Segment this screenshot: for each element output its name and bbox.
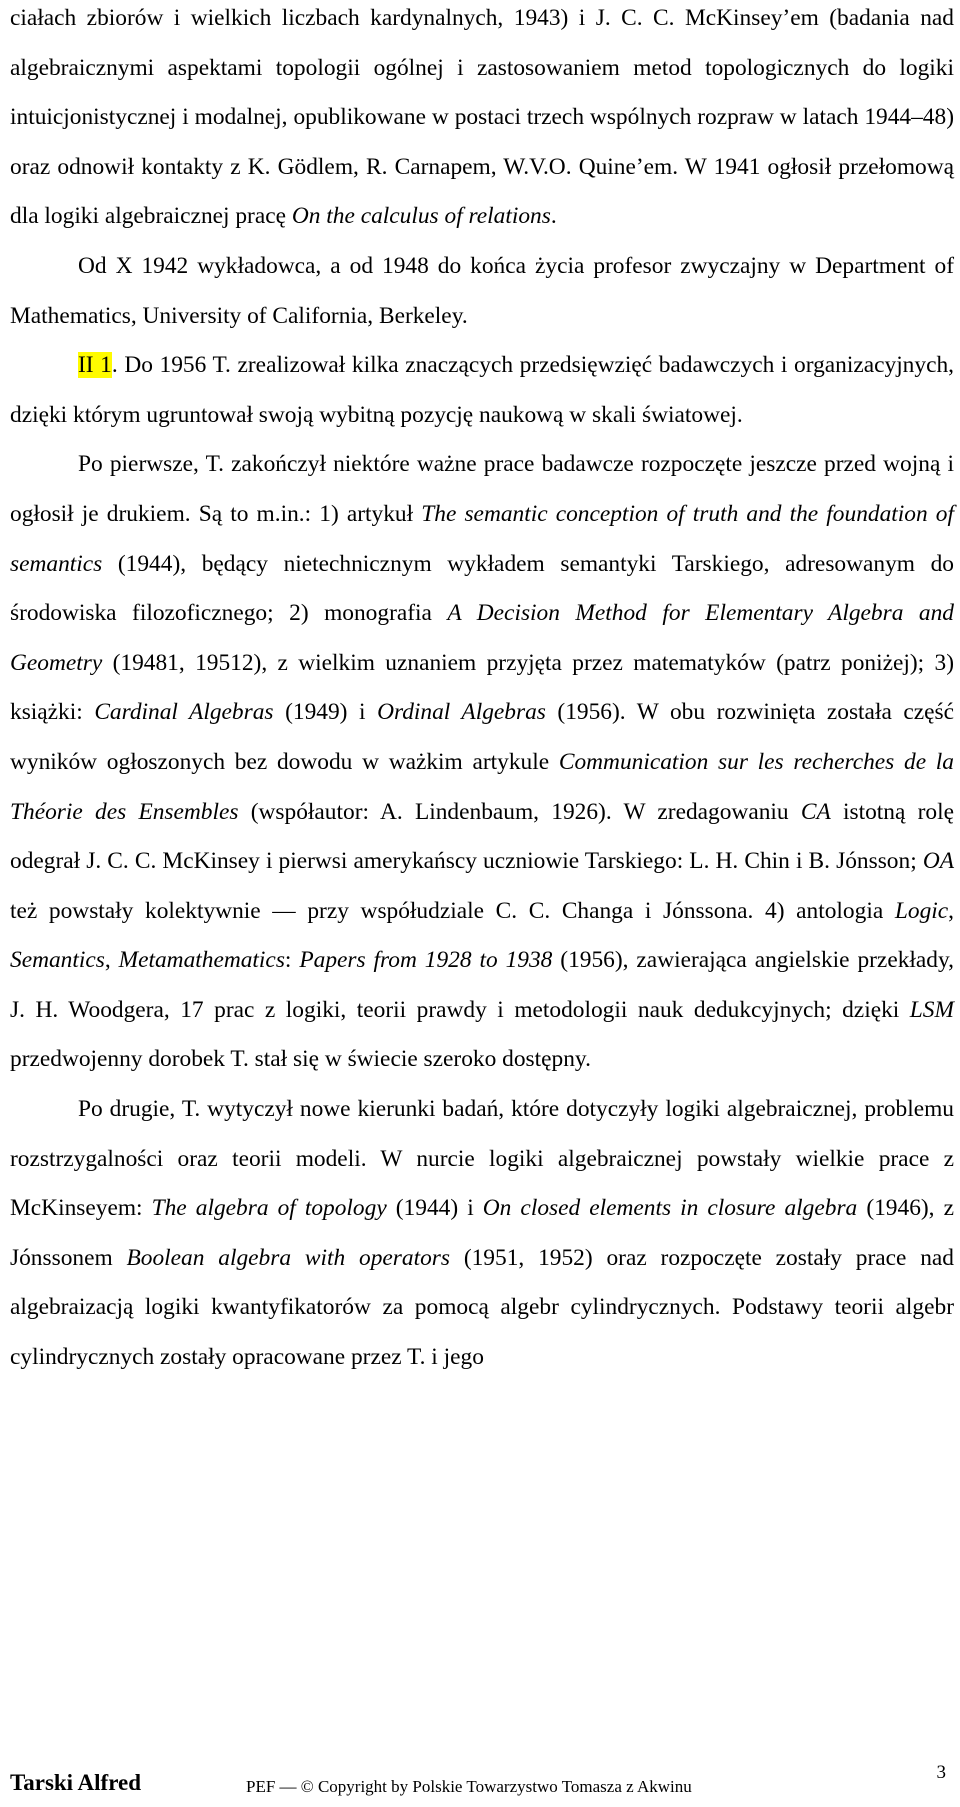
text-run: Po pierwsze, T. zakończył niektóre ważne prace badawcze rozpoczęte jeszcze przed wojną i ogłosił je drukiem. Są to m.in.: 1) artykuł — [10, 451, 954, 527]
italic-title: Cardinal Algebras — [94, 699, 274, 726]
italic-title: Boolean algebra with operators — [126, 1244, 450, 1271]
text-run: . Do 1956 T. zrealizował kilka znaczących przedsięwzięć badawczych i organizacyjnych, dzięki którym ugruntował swoją wybitną pozycję naukową w skali światowej. — [10, 352, 955, 428]
italic-title: LSM — [909, 996, 954, 1023]
italic-title: Papers from 1928 to 1938 — [299, 947, 553, 974]
text-run: (1946), z Jónssonem — [10, 1195, 954, 1271]
text-run: Od X 1942 wykładowca, a od 1948 do końca życia profesor zwyczajny w Department of Mathematics, University of California, Berkeley. — [10, 252, 954, 329]
text-run: (1956), zawierająca angielskie przekłady, J. H. Woodgera, 17 prac z logiki, teorii prawdy i metodologii nauk dedukcyjnych; dzięki — [10, 947, 954, 1023]
italic-title: The semantic conception of truth and the foundation of semantics — [10, 500, 954, 577]
text-run: przedwojenny dorobek T. stał się w świecie szeroko dostępny. — [10, 1046, 591, 1073]
text-run: . — [550, 203, 557, 230]
footer-entry-title: Tarski Alfred — [10, 1770, 142, 1795]
text-run: (1944), będący nietechnicznym wykładem semantyki Tarskiego, adresowanym do środowiska filozoficznego; 2) monografia — [10, 550, 954, 627]
article-body — [10, 0, 954, 1383]
italic-title: CA — [800, 798, 831, 825]
italic-title: The algebra of topology — [151, 1195, 387, 1222]
italic-title: Metamathematics — [118, 947, 285, 974]
italic-title: OA — [922, 848, 954, 875]
text-run: , — [104, 947, 119, 974]
highlighted-section-marker: II 1 — [78, 352, 112, 379]
text-run: (19481, 19512), z wielkim uznaniem przyjęta przez matematyków (patrz poniżej); 3) książki: — [10, 649, 954, 726]
text-run: (1944) i — [386, 1195, 483, 1222]
text-run: też powstały kolektywnie — przy współudziale C. C. Changa i Jónssona. 4) antologia — [10, 897, 895, 924]
italic-title: On closed elements in closure algebra — [482, 1195, 858, 1222]
text-run: ciałach zbiorów i wielkich liczbach kardynalnych, 1943) i J. C. C. McKinsey’em (badania nad algebraicznymi aspektami topologii ogólnej i zastosowaniem metod topologicznych do logiki intuicjonistycznej i modalnej, opublikowane w postaci trzech wspólnych rozpraw w latach 1944–48) oraz odnowił kontakty z K. Gödlem, R. Carnapem, W.V.O. Quine’em. W 1941 ogłosił przełomową dla logiki algebraicznej pracę — [10, 5, 954, 230]
page-number: 3 — [936, 1762, 946, 1783]
paragraph — [10, 1085, 954, 1383]
text-run: (1951, 1952) oraz rozpoczęte zostały prace nad algebraizacją logiki kwantyfikatorów za pomocą algebr cylindrycznych. Podstawy teorii algebr cylindrycznych zostały opracowane przez T. i jego — [10, 1244, 954, 1371]
text-run: istotną rolę odegrał J. C. C. McKinsey i pierwsi amerykańscy uczniowie Tarskiego: L. H. Chin i B. Jónsson; — [10, 798, 954, 875]
text-run: (1949) i — [273, 699, 378, 726]
paragraph — [10, 341, 954, 440]
text-run: (1956). W obu rozwinięta została część wyników ogłoszonych bez dowodu w ważkim artykule — [10, 699, 955, 775]
text-run: Po drugie, T. wytyczył nowe kierunki badań, które dotyczyły logiki algebraicznej, problemu rozstrzygalności oraz teorii modeli. W nurcie logiki algebraicznej powstały wielkie prace z McKinseyem: — [10, 1096, 954, 1222]
italic-title: On the calculus of relations — [291, 203, 551, 230]
italic-title: Communication sur les recherches de la Théorie des Ensembles — [10, 748, 954, 825]
paragraph — [10, 440, 954, 1085]
italic-title: Ordinal Algebras — [377, 699, 546, 726]
italic-title: Logic — [894, 897, 949, 924]
paragraph — [10, 242, 954, 341]
text-run: (współautor: A. Lindenbaum, 1926). W zredagowaniu — [238, 798, 801, 825]
text-run: : — [284, 947, 300, 974]
italic-title: Semantics — [10, 947, 105, 974]
text-run: , — [948, 897, 954, 924]
italic-title: A Decision Method for Elementary Algebra and Geometry — [10, 600, 954, 676]
paragraph — [10, 0, 954, 242]
footer-copyright: PEF — © Copyright by Polskie Towarzystwo Tomasza z Akwinu — [246, 1777, 692, 1796]
page-footer — [0, 1760, 960, 1807]
